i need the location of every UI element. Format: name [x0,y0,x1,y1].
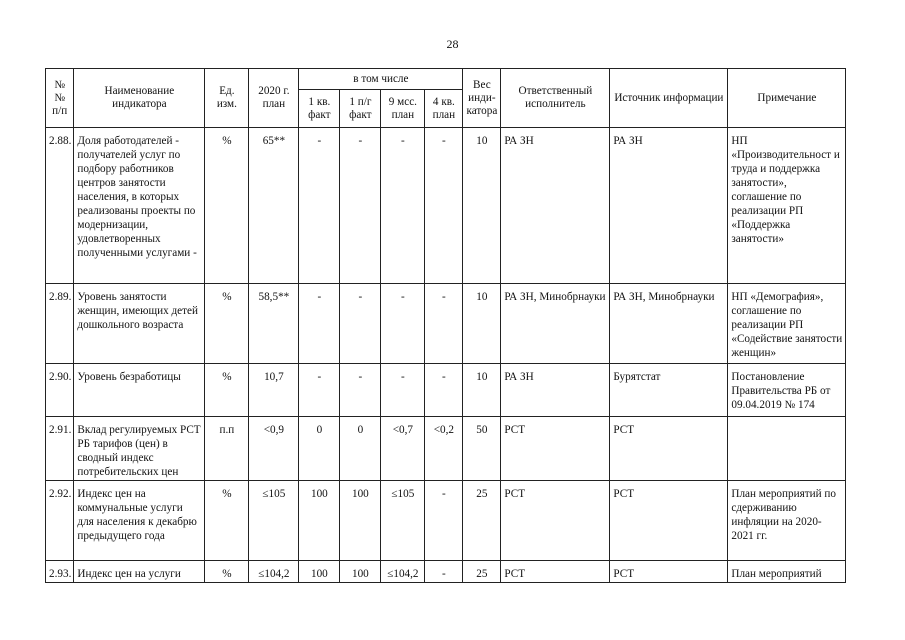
row-num: 2.88. [46,128,74,284]
row-responsible: РСТ [501,417,610,481]
header-plan-2020: 2020 г. план [249,69,299,128]
row-responsible: РА ЗН [501,364,610,417]
row-note: План мероприятий [728,561,846,583]
row-name: Уровень безработицы [74,364,205,417]
row-source: РА ЗН [610,128,728,284]
row-q1: - [299,128,340,284]
row-plan: ≤105 [249,481,299,561]
row-weight: 25 [463,561,501,583]
row-q1: 0 [299,417,340,481]
row-h1: - [340,364,381,417]
row-unit: % [205,128,249,284]
row-m9: <0,7 [381,417,425,481]
row-name: Индекс цен на услуги [74,561,205,583]
row-weight: 50 [463,417,501,481]
row-unit: % [205,364,249,417]
table-row [46,561,846,583]
row-source: РА ЗН, Минобрнауки [610,284,728,364]
header-source: Источник информации [610,69,728,128]
row-responsible: РА ЗН, Минобрнауки [501,284,610,364]
row-q4: - [425,481,463,561]
row-m9: - [381,284,425,364]
row-name: Индекс цен на коммунальные услуги для населения к декабрю предыдущего года [74,481,205,561]
row-q4: <0,2 [425,417,463,481]
row-source: РСТ [610,561,728,583]
row-name: Уровень занятости женщин, имеющих детей дошкольного возраста [74,284,205,364]
indicators-table [45,68,846,583]
row-name: Вклад регулируемых РСТ РБ тарифов (цен) в сводный индекс потребительских цен [74,417,205,481]
row-q4: - [425,128,463,284]
row-num: 2.93. [46,561,74,583]
row-weight: 10 [463,128,501,284]
row-unit: % [205,284,249,364]
row-m9: ≤104,2 [381,561,425,583]
row-weight: 10 [463,364,501,417]
row-q4: - [425,561,463,583]
row-h1: - [340,284,381,364]
page-number: 28 [446,37,459,51]
row-q4: - [425,284,463,364]
row-responsible: РСТ [501,561,610,583]
row-note: Постановление Правительства РБ от 09.04.2019 № 174 [728,364,846,417]
table-row [46,481,846,561]
row-source: РСТ [610,481,728,561]
row-num: 2.91. [46,417,74,481]
row-h1: 100 [340,481,381,561]
row-m9: - [381,128,425,284]
header-h1: 1 п/г факт [340,90,381,128]
header-unit: Ед. изм. [205,69,249,128]
row-source: РСТ [610,417,728,481]
header-name: Наименование индикатора [74,69,205,128]
table-row [46,128,846,284]
row-name: Доля работодателей - получателей услуг по подбору работников центров занятости населения, в которых реализованы проекты по модернизации, удовлетворенных полученными услугами - [74,128,205,284]
row-plan: ≤104,2 [249,561,299,583]
row-plan: 65** [249,128,299,284]
row-q1: 100 [299,561,340,583]
row-weight: 10 [463,284,501,364]
row-responsible: РА ЗН [501,128,610,284]
row-num: 2.92. [46,481,74,561]
row-m9: ≤105 [381,481,425,561]
row-note: НП «Производительност и труда и поддержка занятости», соглашение по реализации РП «Поддержка занятости» [728,128,846,284]
row-source: Бурятстат [610,364,728,417]
row-unit: % [205,561,249,583]
header-weight: Вес инди-катора [463,69,501,128]
row-m9: - [381,364,425,417]
table-row [46,417,846,481]
row-h1: 0 [340,417,381,481]
row-num: 2.90. [46,364,74,417]
row-weight: 25 [463,481,501,561]
row-plan: <0,9 [249,417,299,481]
row-h1: - [340,128,381,284]
row-unit: % [205,481,249,561]
row-responsible: РСТ [501,481,610,561]
row-h1: 100 [340,561,381,583]
header-num: № № п/п [46,69,74,128]
row-q4: - [425,364,463,417]
header-q4: 4 кв. план [425,90,463,128]
row-note [728,417,846,481]
table-row [46,284,846,364]
row-q1: - [299,284,340,364]
header-note: Примечание [728,69,846,128]
row-unit: п.п [205,417,249,481]
row-q1: 100 [299,481,340,561]
header-m9: 9 мсс. план [381,90,425,128]
header-q1: 1 кв. факт [299,90,340,128]
header-including: в том числе [299,69,463,90]
row-note: НП «Демография», соглашение по реализации РП «Содействие занятости женщин» [728,284,846,364]
row-num: 2.89. [46,284,74,364]
header-responsible: Ответственный исполнитель [501,69,610,128]
row-q1: - [299,364,340,417]
row-plan: 58,5** [249,284,299,364]
table-row [46,364,846,417]
row-plan: 10,7 [249,364,299,417]
row-note: План мероприятий по сдерживанию инфляции на 2020-2021 гг. [728,481,846,561]
